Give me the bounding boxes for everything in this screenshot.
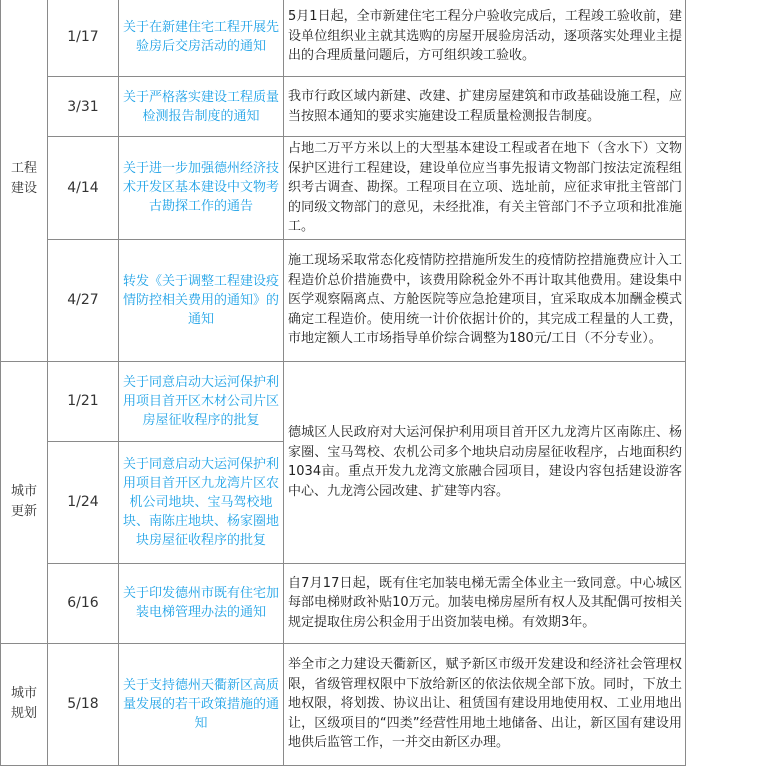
- summary-cell: 施工现场采取常态化疫情防控措施所发生的疫情防控措施费应计入工程造价总价措施费中，该费用除税金外不再计取其他费用。建设集中医学观察隔离点、方舱医院等应急抢建项目，宜采取成本加酬金模式确定工程造价。使用统一计价依据计价的，其完成工程量的人工费，市地定额人工市场指导单价综合调整为180元/工日（不分专业）。: [284, 239, 686, 361]
- category-cell: [1, 361, 48, 643]
- category-label: 城市规划: [10, 686, 37, 721]
- document-title-link[interactable]: 转发《关于调整工程建设疫情防控相关费用的通知》的通知: [119, 239, 284, 361]
- document-title-link[interactable]: 关于印发德州市既有住宅加装电梯管理办法的通知: [119, 563, 284, 643]
- category-cell: [1, 0, 48, 361]
- summary-cell: 举全市之力建设天衢新区，赋予新区市级开发建设和经济社会管理权限，省级管理权限中下放给新区的依法依规全部下放。同时，下放土地权限，将划拨、协议出让、租赁国有建设用地使用权、工业用地出让，区级项目的“四类”经营性用地土地储备、出让，新区国有建设用地供后监管工作，一并交由新区办理。: [284, 643, 686, 765]
- summary-cell: 德城区人民政府对大运河保护利用项目首开区九龙湾片区南陈庄、杨家圈、宝马驾校、农机公司多个地块启动房屋征收程序，占地面积约1034亩。重点开发九龙湾文旅融合园项目，建设内容包括建设游客中心、九龙湾公园改建、扩建等内容。: [284, 361, 686, 563]
- document-title-link[interactable]: 关于严格落实建设工程质量检测报告制度的通知: [119, 77, 284, 137]
- document-title-link[interactable]: 关于同意启动大运河保护利用项目首开区九龙湾片区农机公司地块、宝马驾校地块、南陈庄地块、杨家圈地块房屋征收程序的批复: [119, 441, 284, 563]
- date-cell: 5/18: [48, 643, 119, 765]
- document-title-link[interactable]: 关于支持德州天衢新区高质量发展的若干政策措施的通知: [119, 643, 284, 765]
- document-title-link[interactable]: 关于同意启动大运河保护利用项目首开区木材公司片区房屋征收程序的批复: [119, 361, 284, 441]
- table-row: [1, 361, 686, 441]
- summary-cell: 5月1日起，全市新建住宅工程分户验收完成后，工程竣工验收前，建设单位组织业主就其选购的房屋开展验房活动，逐项落实处理业主提出的合理质量问题后，方可组织竣工验收。: [284, 0, 686, 77]
- summary-cell: 自7月17日起，既有住宅加装电梯无需全体业主一致同意。中心城区每部电梯财政补贴10万元。加装电梯房屋所有权人及其配偶可按相关规定提取住房公积金用于出资加装电梯。有效期3年。: [284, 563, 686, 643]
- summary-cell: 占地二万平方米以上的大型基本建设工程或者在地下（含水下）文物保护区进行工程建设，建设单位应当事先报请文物部门按法定流程组织考古调查、勘探。工程项目在立项、选址前，应征求审批主管部门的同级文物部门的意见，未经批准，有关主管部门不予立项和批准施工。: [284, 137, 686, 240]
- document-title-link[interactable]: 关于在新建住宅工程开展先验房后交房活动的通知: [119, 0, 284, 77]
- table-row: [1, 137, 686, 240]
- category-label: 城市更新: [10, 484, 37, 519]
- table-row: [1, 563, 686, 643]
- table-row: [1, 239, 686, 361]
- document-title-link[interactable]: 关于进一步加强德州经济技术开发区基本建设中文物考古勘探工作的通告: [119, 137, 284, 240]
- table-row: [1, 77, 686, 137]
- date-cell: 4/27: [48, 239, 119, 361]
- date-cell: 1/17: [48, 0, 119, 77]
- date-cell: 1/21: [48, 361, 119, 441]
- category-cell: [1, 643, 48, 765]
- date-cell: 3/31: [48, 77, 119, 137]
- table-row: [1, 643, 686, 765]
- table-row: [1, 0, 686, 77]
- date-cell: 1/24: [48, 441, 119, 563]
- summary-cell: 我市行政区域内新建、改建、扩建房屋建筑和市政基础设施工程，应当按照本通知的要求实施建设工程质量检测报告制度。: [284, 77, 686, 137]
- date-cell: 4/14: [48, 137, 119, 240]
- category-label: 工程建设: [10, 160, 37, 196]
- date-cell: 6/16: [48, 563, 119, 643]
